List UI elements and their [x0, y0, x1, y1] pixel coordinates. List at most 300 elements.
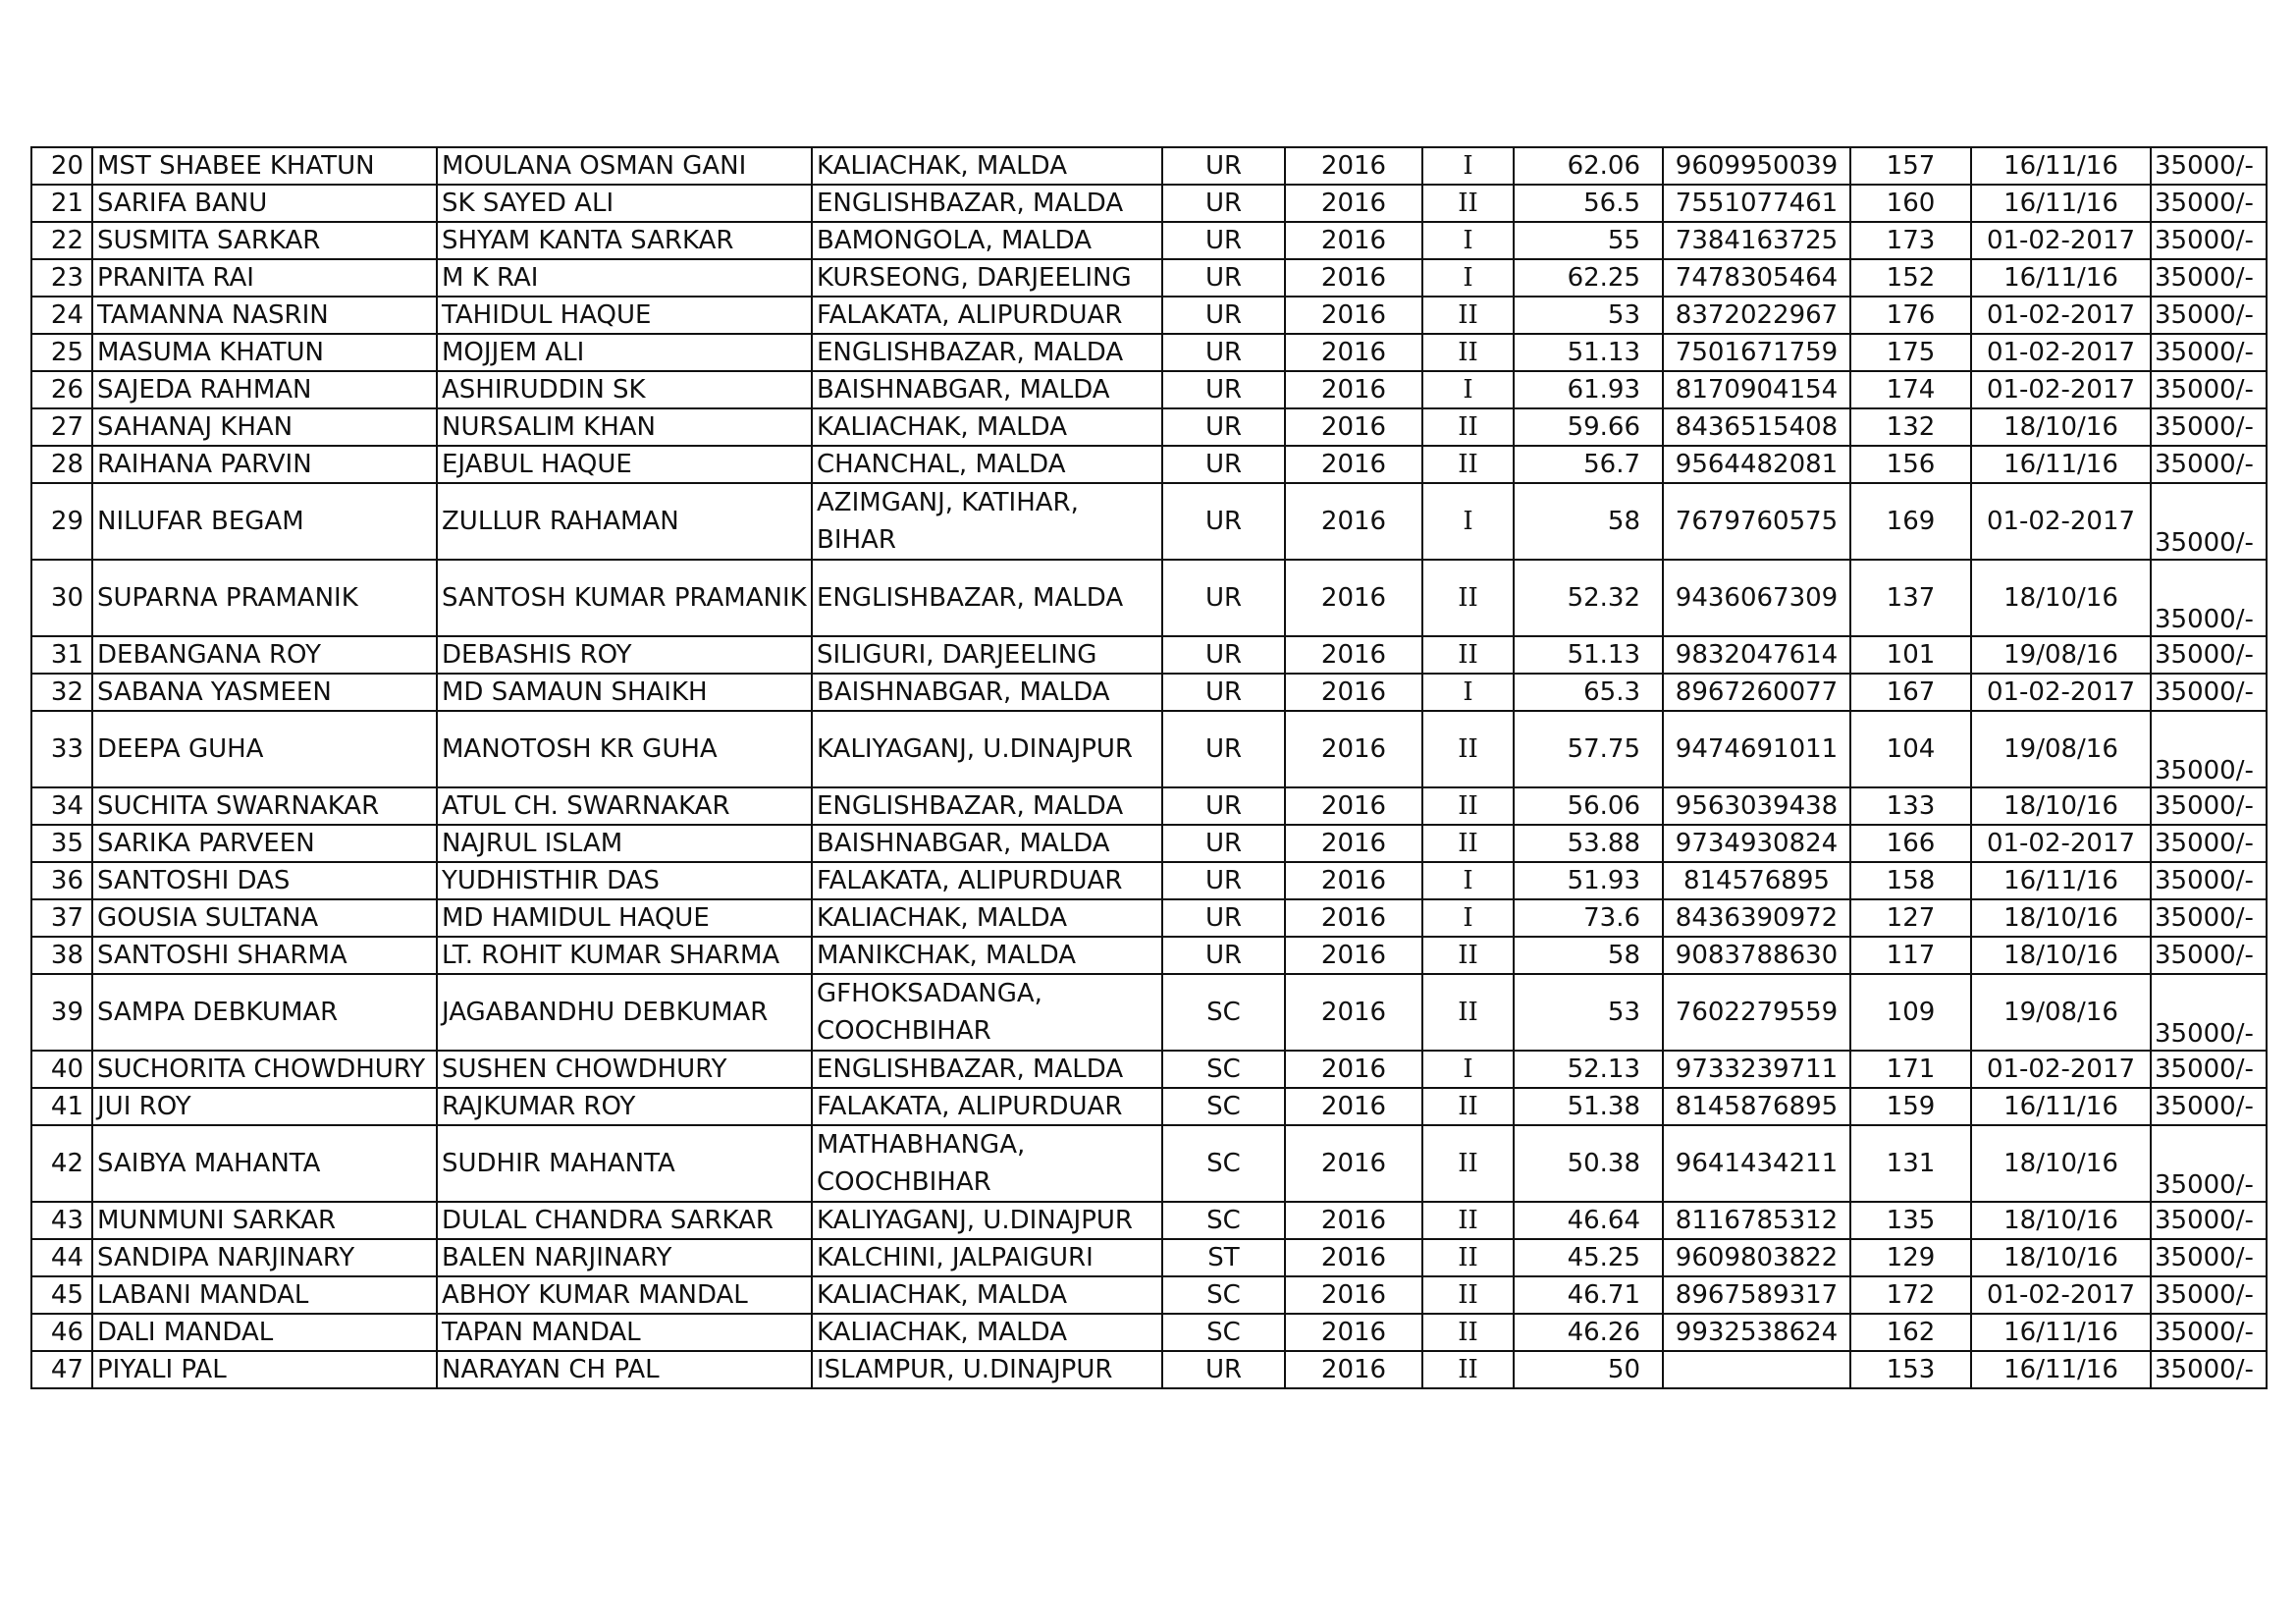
year-cell: 2016 — [1285, 185, 1422, 222]
guardian-name-cell: M K RAI — [437, 259, 812, 297]
marks-cell: 57.75 — [1514, 711, 1663, 787]
guardian-name-cell: SANTOSH KUMAR PRAMANIK — [437, 560, 812, 636]
marks-cell: 51.38 — [1514, 1088, 1663, 1125]
division-cell: II — [1422, 636, 1514, 674]
mobile-cell: 9474691011 — [1663, 711, 1850, 787]
guardian-name-cell: MOJJEM ALI — [437, 334, 812, 371]
year-cell: 2016 — [1285, 1351, 1422, 1388]
table-row — [31, 1239, 2267, 1276]
guardian-name-cell: MD HAMIDUL HAQUE — [437, 899, 812, 937]
year-cell: 2016 — [1285, 371, 1422, 408]
date-cell: 18/10/16 — [1971, 899, 2151, 937]
year-cell: 2016 — [1285, 862, 1422, 899]
year-cell: 2016 — [1285, 408, 1422, 446]
mobile-cell: 9436067309 — [1663, 560, 1850, 636]
date-cell: 16/11/16 — [1971, 1088, 2151, 1125]
table-row — [31, 937, 2267, 974]
division-cell: I — [1422, 862, 1514, 899]
mobile-cell: 814576895 — [1663, 862, 1850, 899]
guardian-name-cell: NURSALIM KHAN — [437, 408, 812, 446]
category-cell: UR — [1162, 825, 1285, 862]
mobile-cell: 8967589317 — [1663, 1276, 1850, 1314]
marks-cell: 62.25 — [1514, 259, 1663, 297]
year-cell: 2016 — [1285, 1125, 1422, 1202]
reference-number-cell: 174 — [1850, 371, 1971, 408]
amount-cell: 35000/- — [2151, 1351, 2267, 1388]
year-cell: 2016 — [1285, 1088, 1422, 1125]
division-cell: II — [1422, 1351, 1514, 1388]
category-cell: UR — [1162, 147, 1285, 185]
serial-number-cell: 42 — [31, 1125, 92, 1202]
name-cell: SUCHITA SWARNAKAR — [92, 787, 437, 825]
reference-number-cell: 132 — [1850, 408, 1971, 446]
reference-number-cell: 153 — [1850, 1351, 1971, 1388]
guardian-name-cell: DEBASHIS ROY — [437, 636, 812, 674]
table-body — [31, 147, 2267, 1388]
year-cell: 2016 — [1285, 259, 1422, 297]
name-cell: NILUFAR BEGAM — [92, 483, 437, 560]
table-row — [31, 222, 2267, 259]
name-cell: SAHANAJ KHAN — [92, 408, 437, 446]
guardian-name-cell: NARAYAN CH PAL — [437, 1351, 812, 1388]
table-row — [31, 560, 2267, 636]
amount-cell: 35000/- — [2151, 483, 2267, 560]
division-cell: II — [1422, 1202, 1514, 1239]
address-cell: KALIACHAK, MALDA — [812, 147, 1162, 185]
category-cell: SC — [1162, 1088, 1285, 1125]
date-cell: 16/11/16 — [1971, 259, 2151, 297]
serial-number-cell: 44 — [31, 1239, 92, 1276]
table-row — [31, 1088, 2267, 1125]
category-cell: UR — [1162, 483, 1285, 560]
table-row — [31, 371, 2267, 408]
amount-cell: 35000/- — [2151, 1276, 2267, 1314]
marks-cell: 52.32 — [1514, 560, 1663, 636]
address-cell: KALIACHAK, MALDA — [812, 408, 1162, 446]
year-cell: 2016 — [1285, 787, 1422, 825]
table-row — [31, 297, 2267, 334]
category-cell: UR — [1162, 297, 1285, 334]
marks-cell: 73.6 — [1514, 899, 1663, 937]
serial-number-cell: 30 — [31, 560, 92, 636]
division-cell: I — [1422, 222, 1514, 259]
address-cell: MATHABHANGA, COOCHBIHAR — [812, 1125, 1162, 1202]
reference-number-cell: 109 — [1850, 974, 1971, 1051]
guardian-name-cell: NAJRUL ISLAM — [437, 825, 812, 862]
mobile-cell: 9641434211 — [1663, 1125, 1850, 1202]
amount-cell: 35000/- — [2151, 974, 2267, 1051]
reference-number-cell: 166 — [1850, 825, 1971, 862]
serial-number-cell: 34 — [31, 787, 92, 825]
year-cell: 2016 — [1285, 1202, 1422, 1239]
guardian-name-cell: SUSHEN CHOWDHURY — [437, 1051, 812, 1088]
year-cell: 2016 — [1285, 636, 1422, 674]
serial-number-cell: 20 — [31, 147, 92, 185]
reference-number-cell: 135 — [1850, 1202, 1971, 1239]
serial-number-cell: 27 — [31, 408, 92, 446]
division-cell: I — [1422, 259, 1514, 297]
mobile-cell: 9609803822 — [1663, 1239, 1850, 1276]
table-row — [31, 446, 2267, 483]
serial-number-cell: 39 — [31, 974, 92, 1051]
mobile-cell — [1663, 1351, 1850, 1388]
marks-cell: 55 — [1514, 222, 1663, 259]
mobile-cell: 8372022967 — [1663, 297, 1850, 334]
address-cell: KALIYAGANJ, U.DINAJPUR — [812, 711, 1162, 787]
marks-cell: 56.7 — [1514, 446, 1663, 483]
address-cell: MANIKCHAK, MALDA — [812, 937, 1162, 974]
serial-number-cell: 21 — [31, 185, 92, 222]
date-cell: 01-02-2017 — [1971, 483, 2151, 560]
guardian-name-cell: BALEN NARJINARY — [437, 1239, 812, 1276]
amount-cell: 35000/- — [2151, 408, 2267, 446]
amount-cell: 35000/- — [2151, 862, 2267, 899]
year-cell: 2016 — [1285, 297, 1422, 334]
division-cell: II — [1422, 711, 1514, 787]
category-cell: SC — [1162, 1314, 1285, 1351]
reference-number-cell: 133 — [1850, 787, 1971, 825]
date-cell: 18/10/16 — [1971, 560, 2151, 636]
name-cell: SUPARNA PRAMANIK — [92, 560, 437, 636]
category-cell: UR — [1162, 446, 1285, 483]
name-cell: SANTOSHI SHARMA — [92, 937, 437, 974]
guardian-name-cell: ASHIRUDDIN SK — [437, 371, 812, 408]
marks-cell: 53.88 — [1514, 825, 1663, 862]
serial-number-cell: 36 — [31, 862, 92, 899]
marks-cell: 65.3 — [1514, 674, 1663, 711]
marks-cell: 50 — [1514, 1351, 1663, 1388]
amount-cell: 35000/- — [2151, 446, 2267, 483]
beneficiary-table — [30, 146, 2268, 1389]
division-cell: I — [1422, 1051, 1514, 1088]
amount-cell: 35000/- — [2151, 297, 2267, 334]
guardian-name-cell: ZULLUR RAHAMAN — [437, 483, 812, 560]
address-cell: BAISHNABGAR, MALDA — [812, 825, 1162, 862]
table-row — [31, 408, 2267, 446]
guardian-name-cell: EJABUL HAQUE — [437, 446, 812, 483]
name-cell: DALI MANDAL — [92, 1314, 437, 1351]
marks-cell: 46.71 — [1514, 1276, 1663, 1314]
serial-number-cell: 31 — [31, 636, 92, 674]
serial-number-cell: 35 — [31, 825, 92, 862]
address-cell: ISLAMPUR, U.DINAJPUR — [812, 1351, 1162, 1388]
marks-cell: 61.93 — [1514, 371, 1663, 408]
guardian-name-cell: MD SAMAUN SHAIKH — [437, 674, 812, 711]
table-row — [31, 787, 2267, 825]
marks-cell: 56.06 — [1514, 787, 1663, 825]
guardian-name-cell: MOULANA OSMAN GANI — [437, 147, 812, 185]
address-cell: FALAKATA, ALIPURDUAR — [812, 1088, 1162, 1125]
division-cell: I — [1422, 674, 1514, 711]
category-cell: UR — [1162, 674, 1285, 711]
reference-number-cell: 160 — [1850, 185, 1971, 222]
name-cell: PIYALI PAL — [92, 1351, 437, 1388]
amount-cell: 35000/- — [2151, 636, 2267, 674]
year-cell: 2016 — [1285, 147, 1422, 185]
mobile-cell: 7679760575 — [1663, 483, 1850, 560]
reference-number-cell: 169 — [1850, 483, 1971, 560]
date-cell: 01-02-2017 — [1971, 222, 2151, 259]
division-cell: II — [1422, 1314, 1514, 1351]
division-cell: II — [1422, 1276, 1514, 1314]
serial-number-cell: 47 — [31, 1351, 92, 1388]
date-cell: 16/11/16 — [1971, 862, 2151, 899]
division-cell: I — [1422, 147, 1514, 185]
division-cell: II — [1422, 560, 1514, 636]
year-cell: 2016 — [1285, 483, 1422, 560]
date-cell: 18/10/16 — [1971, 1125, 2151, 1202]
division-cell: II — [1422, 334, 1514, 371]
reference-number-cell: 158 — [1850, 862, 1971, 899]
table-row — [31, 825, 2267, 862]
category-cell: UR — [1162, 185, 1285, 222]
marks-cell: 52.13 — [1514, 1051, 1663, 1088]
mobile-cell: 9083788630 — [1663, 937, 1850, 974]
amount-cell: 35000/- — [2151, 674, 2267, 711]
marks-cell: 53 — [1514, 974, 1663, 1051]
table-row — [31, 899, 2267, 937]
reference-number-cell: 167 — [1850, 674, 1971, 711]
table-row — [31, 711, 2267, 787]
name-cell: SANTOSHI DAS — [92, 862, 437, 899]
name-cell: DEEPA GUHA — [92, 711, 437, 787]
division-cell: II — [1422, 787, 1514, 825]
table-row — [31, 185, 2267, 222]
year-cell: 2016 — [1285, 560, 1422, 636]
division-cell: II — [1422, 1239, 1514, 1276]
mobile-cell: 9932538624 — [1663, 1314, 1850, 1351]
date-cell: 18/10/16 — [1971, 937, 2151, 974]
reference-number-cell: 131 — [1850, 1125, 1971, 1202]
address-cell: BAISHNABGAR, MALDA — [812, 371, 1162, 408]
date-cell: 01-02-2017 — [1971, 825, 2151, 862]
reference-number-cell: 157 — [1850, 147, 1971, 185]
marks-cell: 58 — [1514, 937, 1663, 974]
amount-cell: 35000/- — [2151, 334, 2267, 371]
address-cell: ENGLISHBAZAR, MALDA — [812, 560, 1162, 636]
mobile-cell: 7478305464 — [1663, 259, 1850, 297]
serial-number-cell: 37 — [31, 899, 92, 937]
year-cell: 2016 — [1285, 974, 1422, 1051]
guardian-name-cell: TAHIDUL HAQUE — [437, 297, 812, 334]
table-row — [31, 334, 2267, 371]
reference-number-cell: 117 — [1850, 937, 1971, 974]
mobile-cell: 9563039438 — [1663, 787, 1850, 825]
guardian-name-cell: TAPAN MANDAL — [437, 1314, 812, 1351]
year-cell: 2016 — [1285, 446, 1422, 483]
address-cell: ENGLISHBAZAR, MALDA — [812, 1051, 1162, 1088]
guardian-name-cell: LT. ROHIT KUMAR SHARMA — [437, 937, 812, 974]
mobile-cell: 8145876895 — [1663, 1088, 1850, 1125]
table-row — [31, 483, 2267, 560]
serial-number-cell: 24 — [31, 297, 92, 334]
reference-number-cell: 156 — [1850, 446, 1971, 483]
division-cell: I — [1422, 371, 1514, 408]
category-cell: ST — [1162, 1239, 1285, 1276]
serial-number-cell: 46 — [31, 1314, 92, 1351]
mobile-cell: 9564482081 — [1663, 446, 1850, 483]
marks-cell: 46.26 — [1514, 1314, 1663, 1351]
marks-cell: 58 — [1514, 483, 1663, 560]
division-cell: II — [1422, 1125, 1514, 1202]
reference-number-cell: 173 — [1850, 222, 1971, 259]
reference-number-cell: 171 — [1850, 1051, 1971, 1088]
table-row — [31, 862, 2267, 899]
amount-cell: 35000/- — [2151, 147, 2267, 185]
serial-number-cell: 23 — [31, 259, 92, 297]
guardian-name-cell: JAGABANDHU DEBKUMAR — [437, 974, 812, 1051]
date-cell: 18/10/16 — [1971, 1239, 2151, 1276]
mobile-cell: 8116785312 — [1663, 1202, 1850, 1239]
serial-number-cell: 33 — [31, 711, 92, 787]
address-cell: CHANCHAL, MALDA — [812, 446, 1162, 483]
name-cell: JUI ROY — [92, 1088, 437, 1125]
serial-number-cell: 43 — [31, 1202, 92, 1239]
marks-cell: 46.64 — [1514, 1202, 1663, 1239]
date-cell: 16/11/16 — [1971, 147, 2151, 185]
date-cell: 19/08/16 — [1971, 636, 2151, 674]
address-cell: ENGLISHBAZAR, MALDA — [812, 334, 1162, 371]
table-row — [31, 1314, 2267, 1351]
table-row — [31, 1125, 2267, 1202]
year-cell: 2016 — [1285, 334, 1422, 371]
table-row — [31, 674, 2267, 711]
address-cell: KALIACHAK, MALDA — [812, 899, 1162, 937]
category-cell: UR — [1162, 334, 1285, 371]
reference-number-cell: 175 — [1850, 334, 1971, 371]
serial-number-cell: 40 — [31, 1051, 92, 1088]
reference-number-cell: 176 — [1850, 297, 1971, 334]
address-cell: ENGLISHBAZAR, MALDA — [812, 787, 1162, 825]
guardian-name-cell: ABHOY KUMAR MANDAL — [437, 1276, 812, 1314]
name-cell: PRANITA RAI — [92, 259, 437, 297]
name-cell: SARIKA PARVEEN — [92, 825, 437, 862]
amount-cell: 35000/- — [2151, 1125, 2267, 1202]
year-cell: 2016 — [1285, 1051, 1422, 1088]
serial-number-cell: 45 — [31, 1276, 92, 1314]
name-cell: DEBANGANA ROY — [92, 636, 437, 674]
category-cell: SC — [1162, 1202, 1285, 1239]
amount-cell: 35000/- — [2151, 937, 2267, 974]
category-cell: UR — [1162, 787, 1285, 825]
serial-number-cell: 41 — [31, 1088, 92, 1125]
name-cell: SAJEDA RAHMAN — [92, 371, 437, 408]
amount-cell: 35000/- — [2151, 185, 2267, 222]
address-cell: KALCHINI, JALPAIGURI — [812, 1239, 1162, 1276]
address-cell: GFHOKSADANGA, COOCHBIHAR — [812, 974, 1162, 1051]
amount-cell: 35000/- — [2151, 1314, 2267, 1351]
name-cell: MUNMUNI SARKAR — [92, 1202, 437, 1239]
division-cell: I — [1422, 899, 1514, 937]
amount-cell: 35000/- — [2151, 1239, 2267, 1276]
date-cell: 18/10/16 — [1971, 787, 2151, 825]
division-cell: II — [1422, 446, 1514, 483]
category-cell: SC — [1162, 1276, 1285, 1314]
date-cell: 18/10/16 — [1971, 408, 2151, 446]
table-row — [31, 636, 2267, 674]
amount-cell: 35000/- — [2151, 787, 2267, 825]
address-cell: BAISHNABGAR, MALDA — [812, 674, 1162, 711]
amount-cell: 35000/- — [2151, 711, 2267, 787]
mobile-cell: 9733239711 — [1663, 1051, 1850, 1088]
category-cell: SC — [1162, 1051, 1285, 1088]
date-cell: 16/11/16 — [1971, 1314, 2151, 1351]
division-cell: II — [1422, 408, 1514, 446]
mobile-cell: 9609950039 — [1663, 147, 1850, 185]
serial-number-cell: 26 — [31, 371, 92, 408]
reference-number-cell: 159 — [1850, 1088, 1971, 1125]
address-cell: KALIACHAK, MALDA — [812, 1314, 1162, 1351]
name-cell: TAMANNA NASRIN — [92, 297, 437, 334]
year-cell: 2016 — [1285, 222, 1422, 259]
division-cell: I — [1422, 483, 1514, 560]
reference-number-cell: 101 — [1850, 636, 1971, 674]
marks-cell: 59.66 — [1514, 408, 1663, 446]
name-cell: GOUSIA SULTANA — [92, 899, 437, 937]
amount-cell: 35000/- — [2151, 560, 2267, 636]
serial-number-cell: 28 — [31, 446, 92, 483]
marks-cell: 53 — [1514, 297, 1663, 334]
mobile-cell: 7602279559 — [1663, 974, 1850, 1051]
year-cell: 2016 — [1285, 1314, 1422, 1351]
marks-cell: 50.38 — [1514, 1125, 1663, 1202]
mobile-cell: 8170904154 — [1663, 371, 1850, 408]
table-row — [31, 1051, 2267, 1088]
year-cell: 2016 — [1285, 937, 1422, 974]
mobile-cell: 7501671759 — [1663, 334, 1850, 371]
date-cell: 01-02-2017 — [1971, 334, 2151, 371]
name-cell: SABANA YASMEEN — [92, 674, 437, 711]
name-cell: SAIBYA MAHANTA — [92, 1125, 437, 1202]
category-cell: SC — [1162, 1125, 1285, 1202]
date-cell: 01-02-2017 — [1971, 1276, 2151, 1314]
date-cell: 01-02-2017 — [1971, 1051, 2151, 1088]
guardian-name-cell: DULAL CHANDRA SARKAR — [437, 1202, 812, 1239]
address-cell: AZIMGANJ, KATIHAR, BIHAR — [812, 483, 1162, 560]
mobile-cell: 9734930824 — [1663, 825, 1850, 862]
date-cell: 16/11/16 — [1971, 185, 2151, 222]
year-cell: 2016 — [1285, 1276, 1422, 1314]
amount-cell: 35000/- — [2151, 825, 2267, 862]
amount-cell: 35000/- — [2151, 222, 2267, 259]
name-cell: LABANI MANDAL — [92, 1276, 437, 1314]
guardian-name-cell: SHYAM KANTA SARKAR — [437, 222, 812, 259]
reference-number-cell: 172 — [1850, 1276, 1971, 1314]
category-cell: UR — [1162, 560, 1285, 636]
date-cell: 19/08/16 — [1971, 974, 2151, 1051]
name-cell: MST SHABEE KHATUN — [92, 147, 437, 185]
table-row — [31, 1351, 2267, 1388]
division-cell: II — [1422, 937, 1514, 974]
guardian-name-cell: YUDHISTHIR DAS — [437, 862, 812, 899]
table-row — [31, 1276, 2267, 1314]
name-cell: SARIFA BANU — [92, 185, 437, 222]
name-cell: SUCHORITA CHOWDHURY — [92, 1051, 437, 1088]
category-cell: UR — [1162, 371, 1285, 408]
address-cell: FALAKATA, ALIPURDUAR — [812, 297, 1162, 334]
year-cell: 2016 — [1285, 1239, 1422, 1276]
address-cell: KALIACHAK, MALDA — [812, 1276, 1162, 1314]
address-cell: KALIYAGANJ, U.DINAJPUR — [812, 1202, 1162, 1239]
guardian-name-cell: SK SAYED ALI — [437, 185, 812, 222]
year-cell: 2016 — [1285, 899, 1422, 937]
guardian-name-cell: SUDHIR MAHANTA — [437, 1125, 812, 1202]
category-cell: UR — [1162, 222, 1285, 259]
category-cell: UR — [1162, 899, 1285, 937]
category-cell: SC — [1162, 974, 1285, 1051]
amount-cell: 35000/- — [2151, 1202, 2267, 1239]
year-cell: 2016 — [1285, 825, 1422, 862]
